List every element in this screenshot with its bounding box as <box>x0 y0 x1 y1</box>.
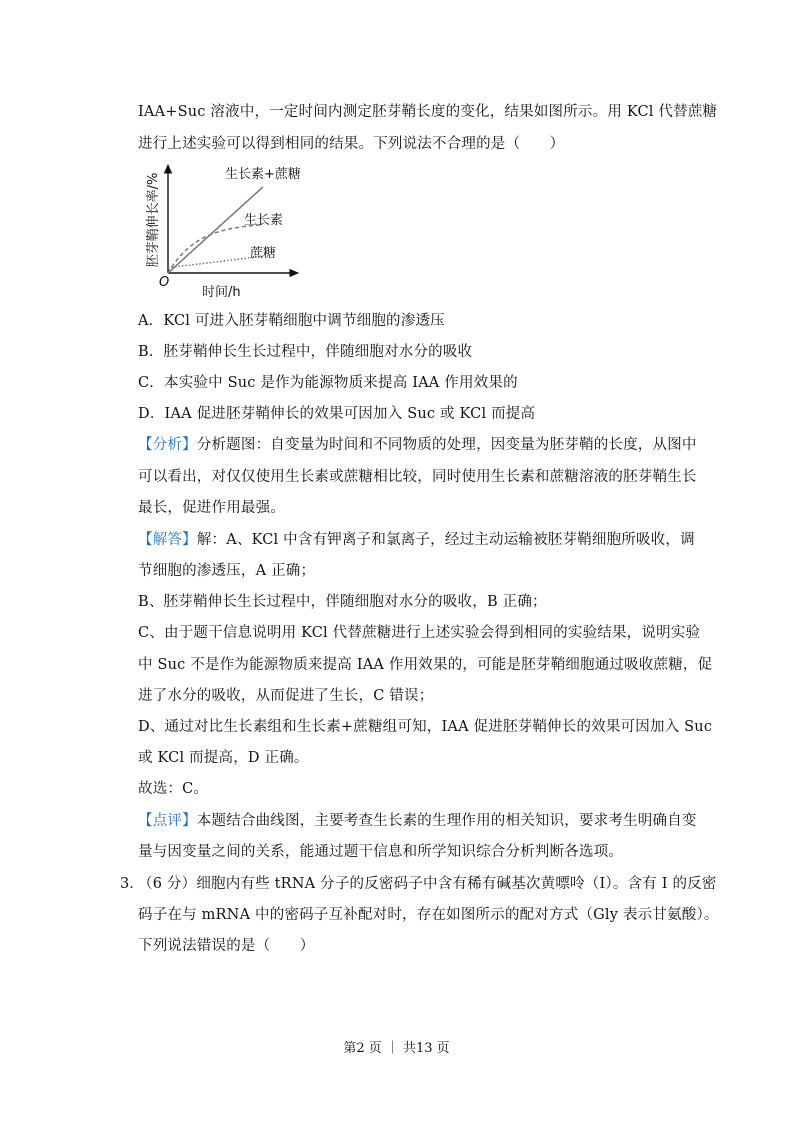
question-3-line-1: （6 分）细胞内有些 tRNA 分子的反密码子中含有稀有碱基次黄嘌呤（I）。含有 I 的反密 <box>138 876 717 892</box>
question-3-line-3: 下列说法错误的是（ ） <box>138 938 315 954</box>
answer-line-3: B、胚芽鞘伸长生长过程中，伴随细胞对水分的吸收，B 正确； <box>138 594 547 610</box>
option-d: D．IAA 促进胚芽鞘伸长的效果可因加入 Suc 或 KCl 而提高 <box>138 406 536 422</box>
option-a: A．KCl 可进入胚芽鞘细胞中调节细胞的渗透压 <box>138 313 445 329</box>
answer-tag: 【解答】 <box>138 532 197 548</box>
analysis-tag: 【分析】 <box>138 437 197 453</box>
series-label-iaa-suc: 生长素+蔗糖 <box>225 167 301 182</box>
intro-line-2: 进行上述实验可以得到相同的结果。下列说法不合理的是（ ） <box>138 136 565 152</box>
question-3-number: 3． <box>120 876 144 892</box>
answer-line-7: D、通过对比生长素组和生长素+蔗糖组可知，IAA 促进胚芽鞘伸长的效果可因加入 Suc <box>138 719 713 735</box>
y-axis-label: 胚芽鞘伸长率/% <box>146 172 161 268</box>
x-axis-label: 时间/h <box>202 285 241 300</box>
growth-chart <box>130 160 330 310</box>
answer-line-4: C、由于题干信息说明用 KCl 代替蔗糖进行上述实验会得到相同的实验结果，说明实验 <box>138 625 701 641</box>
question-3-line-2: 码子在与 mRNA 中的密码子互补配对时，存在如图所示的配对方式（Gly 表示甘氨酸）。 <box>138 907 719 923</box>
curve-iaa-suc <box>168 187 263 273</box>
comment-line-2: 量与因变量之间的关系，能通过题干信息和所学知识综合分析判断各选项。 <box>138 844 624 860</box>
intro-line-1: IAA+Suc 溶液中，一定时间内测定胚芽鞘长度的变化，结果如图所示。用 KCl 代替蔗糖 <box>138 104 718 120</box>
analysis-line-3: 最长，促进作用最强。 <box>138 500 285 516</box>
answer-line-5: 中 Suc 不是作为能源物质来提高 IAA 作用效果的，可能是胚芽鞘细胞通过吸收蔗糖，促 <box>138 657 713 673</box>
answer-line-8: 或 KCl 而提高，D 正确。 <box>138 750 309 766</box>
origin-label: O <box>159 275 170 290</box>
answer-text-1: 解：A、KCl 中含有钾离子和氯离子，经过主动运输被胚芽鞘细胞所吸收，调 <box>196 532 695 548</box>
option-c: C．本实验中 Suc 是作为能源物质来提高 IAA 作用效果的 <box>138 375 518 391</box>
curve-suc <box>168 256 263 268</box>
series-label-suc: 蔗糖 <box>250 246 277 261</box>
comment-line-1 <box>138 811 697 831</box>
answer-line-2: 节细胞的渗透压，A 正确； <box>138 563 316 579</box>
answer-line-6: 进了水分的吸收，从而促进了生长，C 错误； <box>138 688 434 704</box>
analysis-line-1 <box>138 435 697 455</box>
comment-tag: 【点评】 <box>138 813 197 829</box>
comment-text-1: 本题结合曲线图，主要考查生长素的生理作用的相关知识，要求考生明确自变 <box>196 813 697 829</box>
analysis-line-2: 可以看出，对仅仅使用生长素或蔗糖相比较，同时使用生长素和蔗糖溶液的胚芽鞘生长 <box>138 469 697 485</box>
answer-line-1 <box>138 530 695 550</box>
page-footer: 第2 页 ｜ 共13 页 <box>343 1041 450 1056</box>
series-label-iaa: 生长素 <box>244 213 284 228</box>
option-b: B．胚芽鞘伸长生长过程中，伴随细胞对水分的吸收 <box>138 344 473 360</box>
answer-line-9: 故选：C。 <box>138 781 209 797</box>
analysis-text-1: 分析题图：自变量为时间和不同物质的处理，因变量为胚芽鞘的长度，从图中 <box>196 437 697 453</box>
